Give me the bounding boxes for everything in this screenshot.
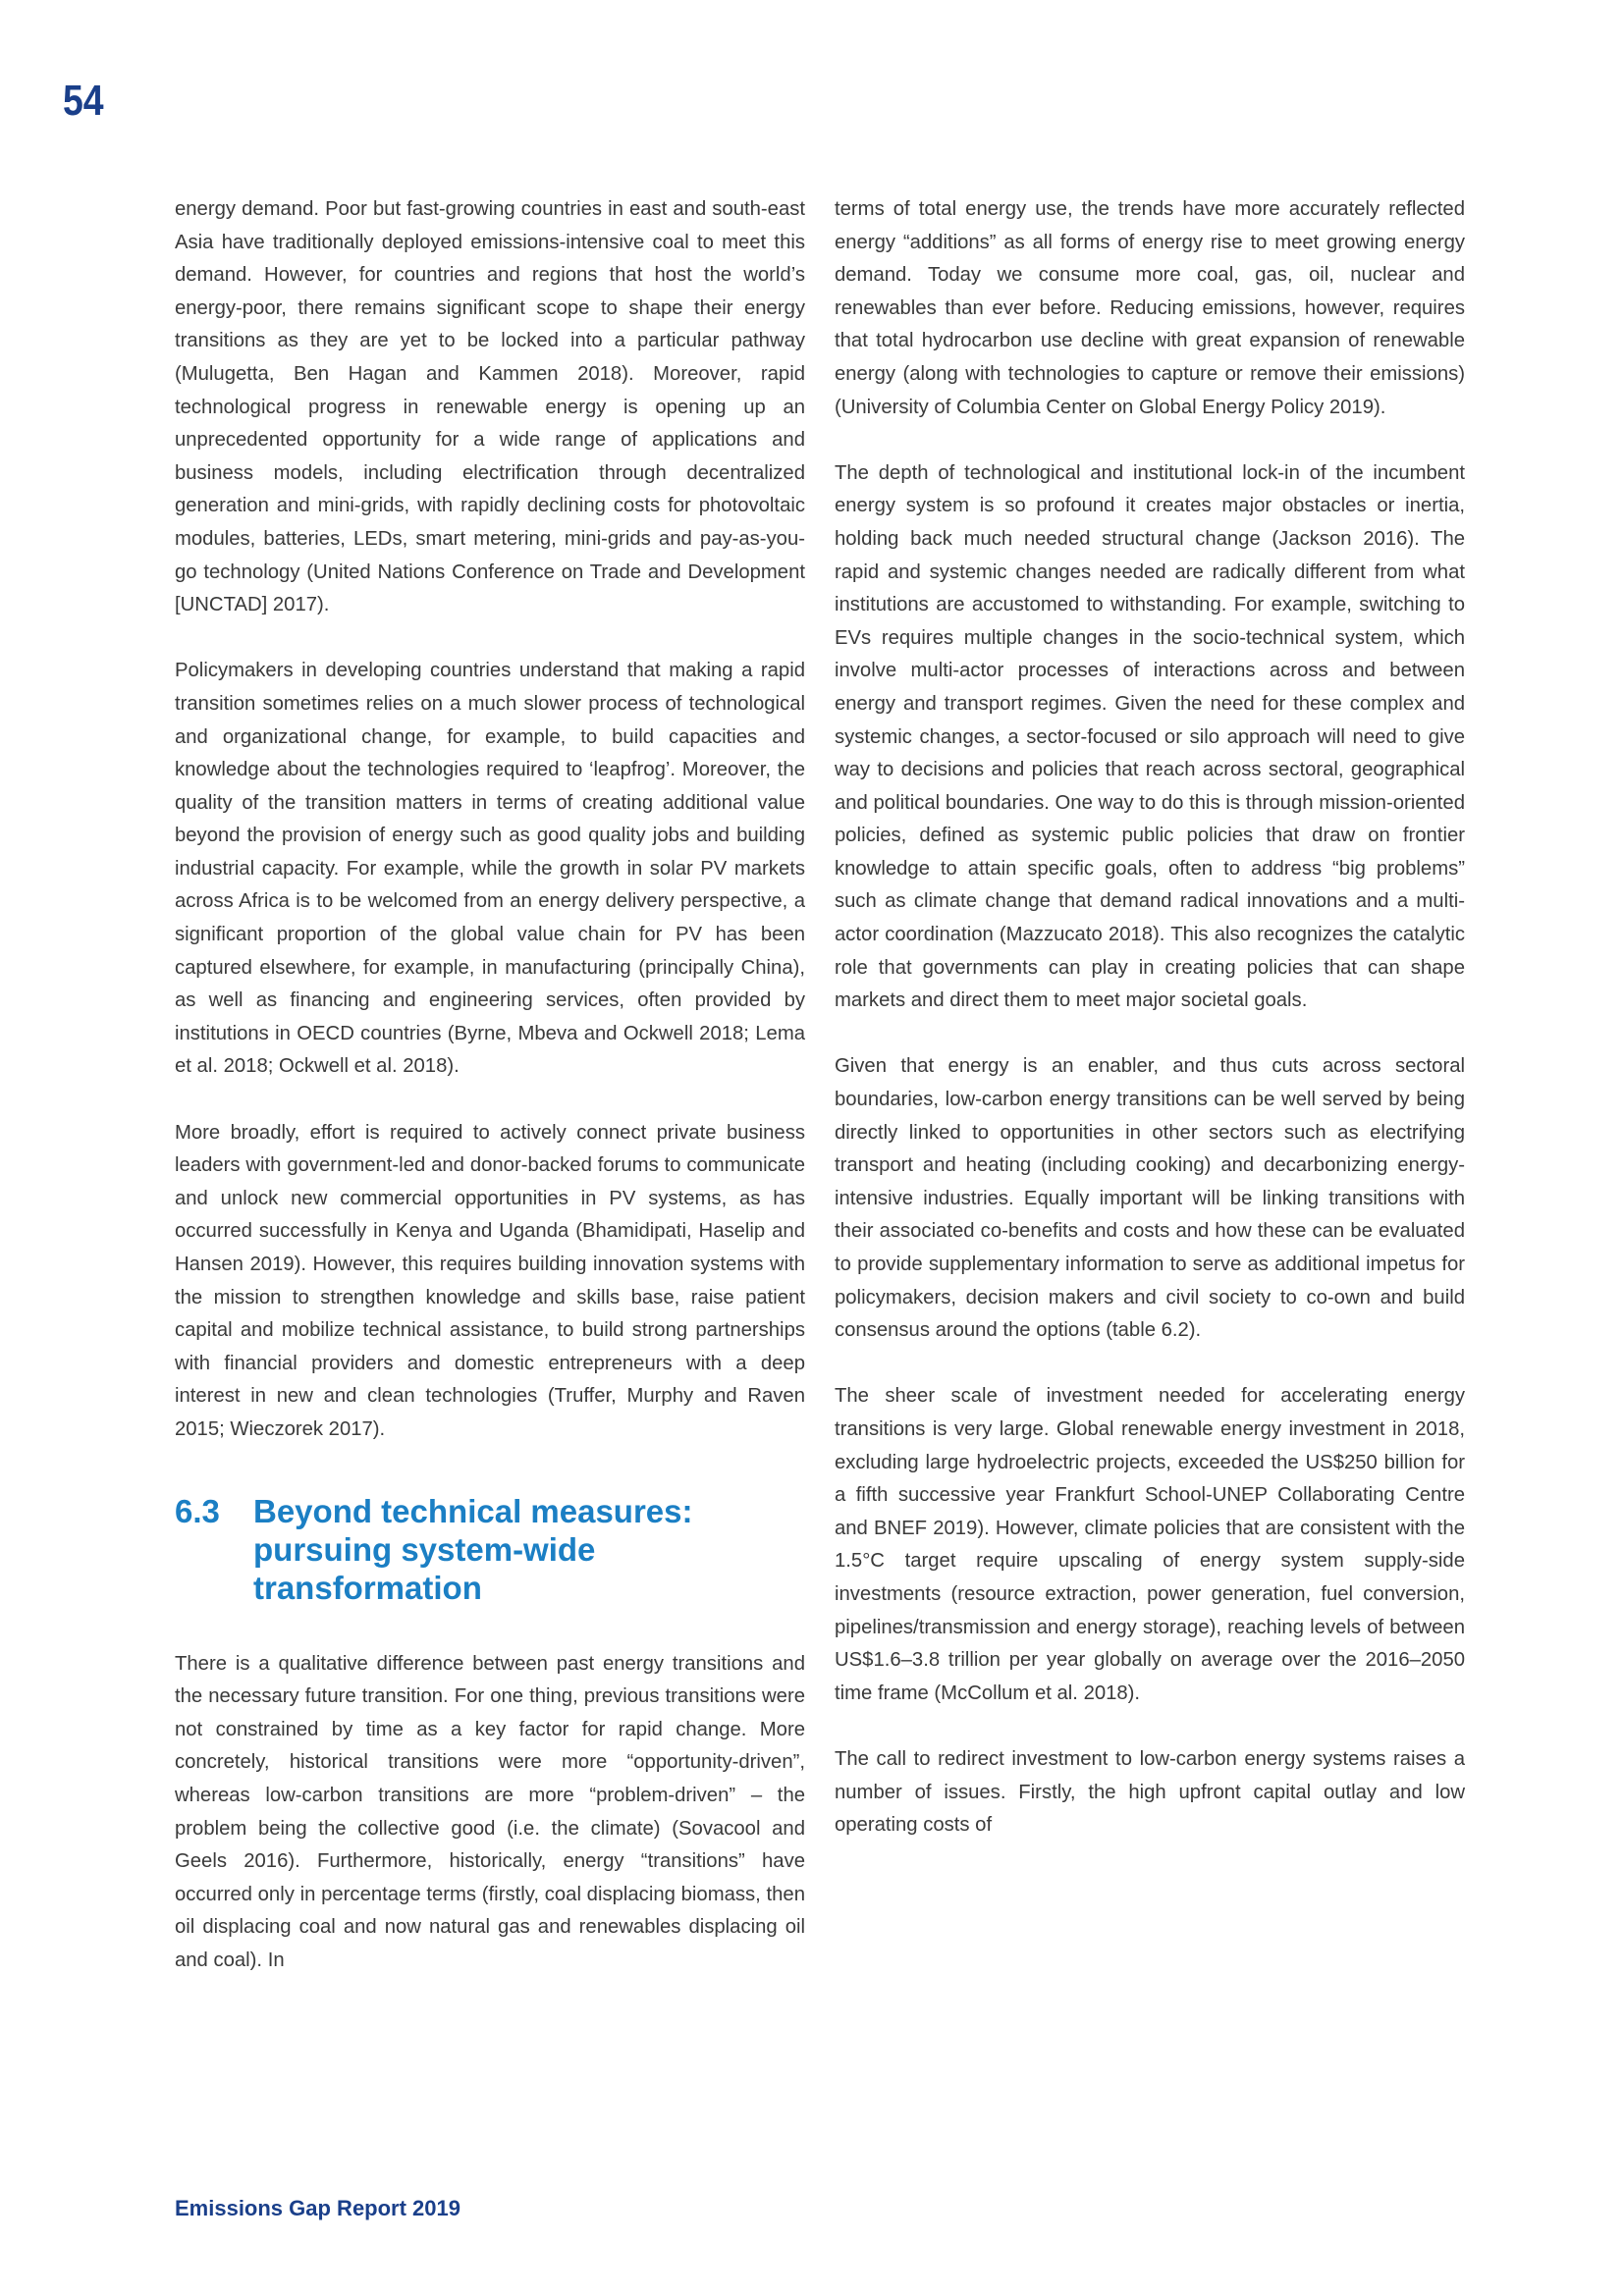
body-paragraph: Given that energy is an enabler, and thus cuts across sectoral boundaries, low-carbon energy transitions can be well served by being directly linked to opportunities in other sectors such as electrifying transport and heating (including cooking) and decarbonizing energy-intensive industries. Equally important will be linking transitions with their associated co-benefits and costs and how these can be evaluated to provide supplementary information to serve as additional impetus for policymakers, decision makers and civil society to co-own and build consensus around the options (table 6.2). [835,1055,1465,1342]
section-title: Beyond technical measures: pursuing system-wide transformation [253,1492,693,1606]
left-column [175,193,805,2010]
report-footer: Emissions Gap Report 2019 [175,2196,460,2220]
body-paragraph: terms of total energy use, the trends have more accurately reflected energy “additions” as all forms of energy rise to meet growing energy demand. Today we consume more coal, gas, oil, nuclear and renewables than ever before. Reducing emissions, however, requires that total hydrocarbon use decline with great expansion of renewable energy (along with technologies to capture or remove their emissions) (University of Columbia Center on Global Energy Policy 2019). [835,198,1465,418]
page-number: 54 [63,77,104,125]
body-paragraph: There is a qualitative difference between past energy transitions and the necessary future transition. For one thing, previous transitions were not constrained by time as a key factor for rapid change. More concretely, historical transitions were more “opportunity-driven”, whereas low-carbon transitions are more “problem-driven” – the problem being the collective good (i.e. the climate) (Sovacool and Geels 2016). Furthermore, historically, energy “transitions” have occurred only in percentage terms (firstly, coal displacing biomass, then oil displacing coal and now natural gas and renewables displacing oil and coal). In [175,1652,805,1971]
body-paragraph: energy demand. Poor but fast-growing countries in east and south-east Asia have traditionally deployed emissions-intensive coal to meet this demand. However, for countries and regions that host the world’s energy-poor, there remains significant scope to shape their energy transitions as they are yet to be locked into a particular pathway (Mulugetta, Ben Hagan and Kammen 2018). Moreover, rapid technological progress in renewable energy is opening up an unprecedented opportunity for a wide range of applications and business models, including electrification through decentralized generation and mini-grids, with rapidly declining costs for photovoltaic modules, batteries, LEDs, smart metering, mini-grids and pay-as-you-go technology (United Nations Conference on Trade and Development [UNCTAD] 2017). [175,198,805,616]
section-heading [175,1492,805,1607]
body-paragraph: The sheer scale of investment needed for accelerating energy transitions is very large. Global renewable energy investment in 2018, excluding large hydroelectric projects, exceeded the US$250 billion for a fifth successive year Frankfurt School-UNEP Collaborating Centre and BNEF 2019). However, climate policies that are consistent with the 1.5°C target require upscaling of energy system supply-side investments (resource extraction, power generation, fuel conversion, pipelines/transmission and energy storage), reaching levels of between US$1.6–3.8 trillion per year globally on average over the 2016–2050 time frame (McCollum et al. 2018). [835,1385,1465,1704]
body-paragraph: Policymakers in developing countries understand that making a rapid transition sometimes relies on a much slower process of technological and organizational change, for example, to build capacities and knowledge about the technologies required to ‘leapfrog’. Moreover, the quality of the transition matters in terms of creating additional value beyond the provision of energy such as good quality jobs and building industrial capacity. For example, while the growth in solar PV markets across Africa is to be welcomed from an energy delivery perspective, a significant proportion of the global value chain for PV has been captured elsewhere, for example, in manufacturing (principally China), as well as financing and engineering services, often provided by institutions in OECD countries (Byrne, Mbeva and Ockwell 2018; Lema et al. 2018; Ockwell et al. 2018). [175,660,805,1078]
section-number: 6.3 [175,1492,220,1529]
body-paragraph: The depth of technological and institutional lock-in of the incumbent energy system is so profound it creates major obstacles or inertia, holding back much needed structural change (Jackson 2016). The rapid and systemic changes needed are radically different from what institutions are accustomed to withstanding. For example, switching to EVs requires multiple changes in the socio-technical system, which involve multi-actor processes of interactions across and between energy and transport regimes. Given the need for these complex and systemic changes, a sector-focused or silo approach will need to give way to decisions and policies that reach across sectoral, geographical and political boundaries. One way to do this is through mission-oriented policies, defined as systemic public policies that draw on frontier knowledge to attain specific goals, often to address “big problems” such as climate change that demand radical innovations and a multi-actor coordination (Mazzucato 2018). This also recognizes the catalytic role that governments can play in creating policies that can shape markets and direct them to meet major societal goals. [835,461,1465,1012]
body-paragraph: The call to redirect investment to low-carbon energy systems raises a number of issues. Firstly, the high upfront capital outlay and low operating costs of [835,1747,1465,1837]
right-column [835,193,1465,1875]
body-paragraph: More broadly, effort is required to actively connect private business leaders with government-led and donor-backed forums to communicate and unlock new commercial opportunities in PV systems, as has occurred successfully in Kenya and Uganda (Bhamidipati, Haselip and Hansen 2019). However, this requires building innovation systems with the mission to strengthen knowledge and skills base, raise patient capital and mobilize technical assistance, to build strong partnerships with financial providers and domestic entrepreneurs with a deep interest in new and clean technologies (Truffer, Murphy and Raven 2015; Wieczorek 2017). [175,1121,805,1440]
